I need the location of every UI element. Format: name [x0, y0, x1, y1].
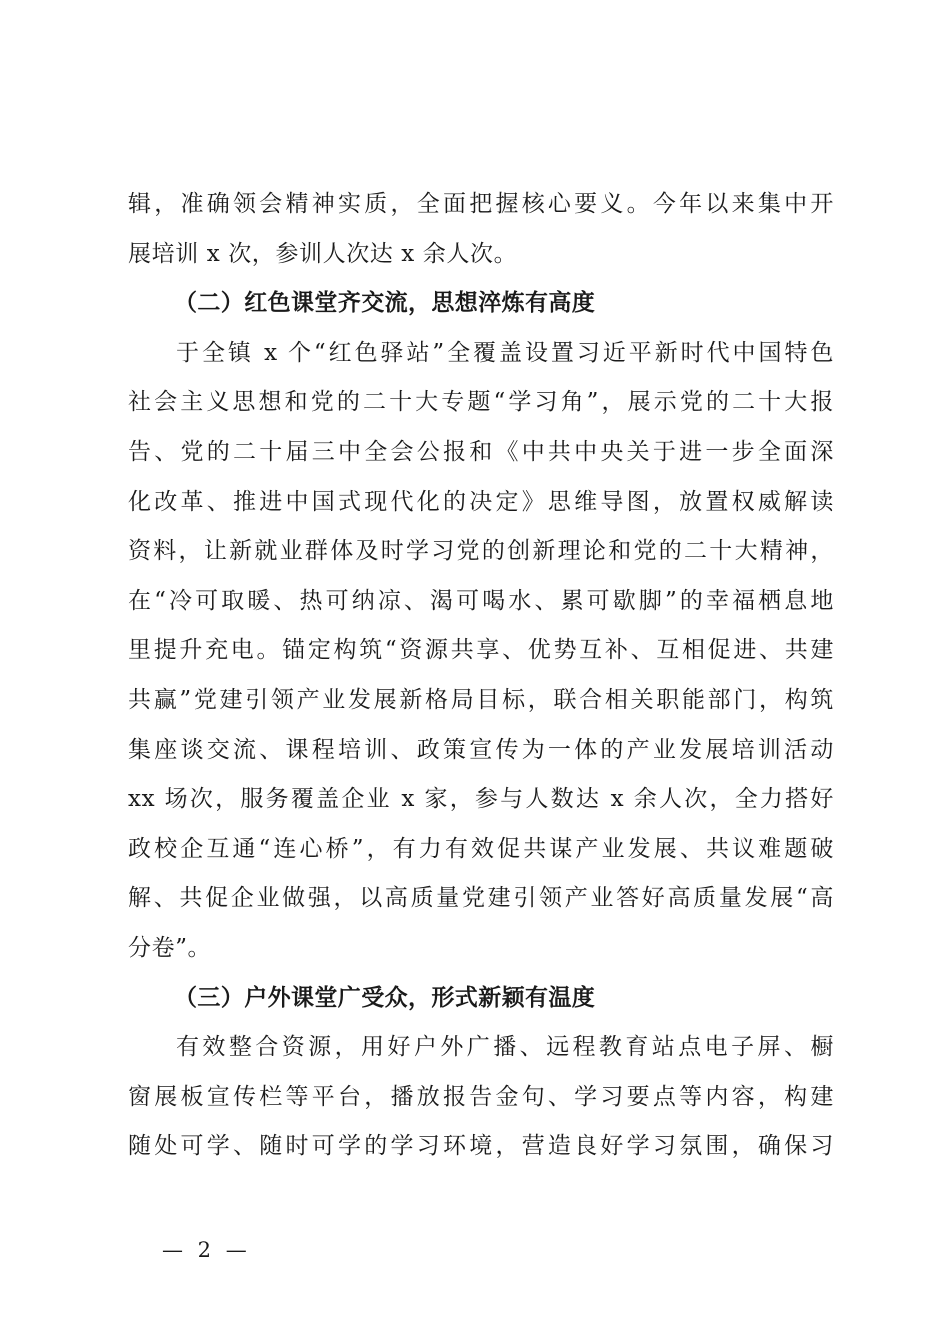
paragraph-line: 在“冷可取暖、热可纳凉、渴可喝水、累可歇脚”的幸福栖息地 [128, 587, 834, 614]
paragraph-line: 展培训 x 次，参训人次达 x 余人次。 [128, 240, 518, 267]
paragraph-line: 集座谈交流、课程培训、政策宣传为一体的产业发展培训活动 [128, 736, 834, 763]
paragraph-line: xx 场次，服务覆盖企业 x 家，参与人数达 x 余人次，全力搭好 [128, 786, 834, 813]
section-heading-3: （三）户外课堂广受众，形式新颖有温度 [174, 984, 596, 1011]
paragraph-line: 有效整合资源，用好户外广播、远程教育站点电子屏、橱 [176, 1034, 834, 1061]
paragraph-line: 资料，让新就业群体及时学习党的创新理论和党的二十大精神， [128, 538, 834, 565]
paragraph-line: 政校企互通“连心桥”，有力有效促共谋产业发展、共议难题破 [128, 835, 834, 862]
paragraph-line: 窗展板宣传栏等平台，播放报告金句、学习要点等内容，构建 [128, 1083, 834, 1110]
paragraph-line: 社会主义思想和党的二十大专题“学习角”，展示党的二十大报 [128, 389, 834, 416]
page-number: — 2 — [162, 1238, 251, 1262]
paragraph-line: 随处可学、随时可学的学习环境，营造良好学习氛围，确保习 [128, 1133, 834, 1160]
section-heading-2: （二）红色课堂齐交流，思想淬炼有高度 [174, 290, 596, 317]
paragraph-line: 分卷”。 [128, 934, 212, 961]
paragraph-line: 化改革、推进中国式现代化的决定》思维导图，放置权威解读 [128, 488, 834, 515]
paragraph-line: 告、党的二十届三中全会公报和《中共中央关于进一步全面深 [128, 438, 834, 465]
paragraph-line: 共赢”党建引领产业发展新格局目标，联合相关职能部门，构筑 [128, 686, 834, 713]
paragraph-line: 解、共促企业做强，以高质量党建引领产业答好高质量发展“高 [128, 885, 834, 912]
body-text [128, 180, 834, 1172]
paragraph-line: 于全镇 x 个“红色驿站”全覆盖设置习近平新时代中国特色 [176, 339, 834, 366]
paragraph-line: 里提升充电。锚定构筑“资源共享、优势互补、互相促进、共建 [128, 637, 834, 664]
paragraph-line: 辑，准确领会精神实质，全面把握核心要义。今年以来集中开 [128, 191, 834, 217]
